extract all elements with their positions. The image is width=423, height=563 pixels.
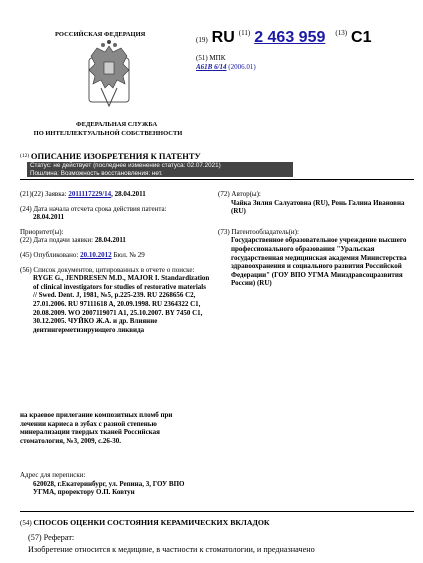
application-date: , 28.04.2011 <box>111 190 146 198</box>
filing-label: (22) Дата подачи заявки: <box>20 236 94 245</box>
holder-label: (73) Патентообладатель(и): <box>218 227 299 236</box>
address-label: Адрес для переписки: <box>20 471 86 479</box>
holder-text: Государственное образовательное учреждение высшего профессионального образования "Уральская государственная медицинская академия Министерства здравоохранения и социального развития Российской Федерации" (ГОУ ВПО УГМА Минздравсоцразвития России) (RU) <box>231 236 407 288</box>
application-label: (21)(22) Заявка: <box>20 190 67 198</box>
priority-label: Приоритет(ы): <box>20 227 64 236</box>
published-label: (45) Опубликовано: <box>20 250 79 259</box>
authors-label: (72) Автор(ы): <box>218 190 261 198</box>
code-11: (11) <box>238 29 251 37</box>
citations-continued: на краевое прилегание композитных пломб при лечении кариеса в зубах с разной степенью минерализации твердых тканей Российская стоматология, №3, 2009, с.26-30. <box>20 411 173 445</box>
bulletin: Бюл. № 29 <box>113 250 145 259</box>
status-line-2: Пошлина: Возможность восстановления: нет. <box>30 169 163 177</box>
left-column <box>20 190 210 334</box>
divider-top <box>20 179 414 180</box>
address-block <box>20 471 198 497</box>
published-date-link[interactable]: 20.10.2012 <box>80 250 112 259</box>
right-column <box>218 190 410 288</box>
citations-text: RYGE G., JENDRESEN M.D., MAJOR I. Standardization of clinical investigators for studies of restorative materials // Swed. Dent. J, 1981, №5, p.225-239. RU 2268656 C2, 27.01.2006. RU 97111618 A, 20.09.1998. RU 2364322 C1, 20.08.2009. WO 2007119071 A1, 25.10.2007. BY 7450 C1, 30.12.2005. ЧУЙКО Ж.А. и др. Влияние дентингерметизирующего ликвида <box>33 274 210 334</box>
title-line <box>20 152 201 162</box>
application-number-link[interactable]: 2011117229/14 <box>68 190 112 198</box>
country-code: RU <box>211 29 235 46</box>
start-date-label: (24) Дата начала отсчета срока действия патента: <box>20 204 167 213</box>
agency-line-1: ФЕДЕРАЛЬНАЯ СЛУЖБА <box>76 121 158 128</box>
application-field <box>20 190 210 199</box>
ipc-line <box>196 63 256 72</box>
citations-label: (56) Список документов, цитированных в отчете о поиске: <box>20 265 195 274</box>
document-title: ОПИСАНИЕ ИЗОБРЕТЕНИЯ К ПАТЕНТУ <box>30 151 201 161</box>
status-line-1: Статус: не действует (последнее изменение статуса: 02.07.2021) <box>30 162 221 169</box>
code-12: (12) <box>20 153 30 159</box>
filing-date: 28.04.2011 <box>94 236 126 245</box>
ipc-version: (2006.01) <box>228 63 256 71</box>
invention-title: СПОСОБ ОЦЕНКИ СОСТОЯНИЯ КЕРАМИЧЕСКИХ ВКЛАДОК <box>33 518 270 527</box>
ipc-label: (51) МПК <box>196 54 226 62</box>
patent-number-line <box>196 29 372 47</box>
russian-coat-of-arms-emblem <box>83 40 135 114</box>
kind-code: C1 <box>351 29 372 46</box>
code-13: (13) <box>335 29 348 37</box>
code-54: (54) <box>20 519 32 527</box>
authors-text: Чайка Зилия Салуатовна (RU), Ронь Галина Ивановна (RU) <box>231 198 405 216</box>
divider-bottom <box>20 511 414 512</box>
patent-number-link[interactable]: 2 463 959 <box>254 29 326 46</box>
abstract-text: Изобретение относится к медицине, в частности к стоматологии, и предназначено <box>28 545 315 554</box>
ipc-class-link[interactable]: A61B 6/14 <box>196 63 227 71</box>
address-text: 620028, г.Екатеринбург, ул. Репина, 3, ГОУ ВПО УГМА, проректору О.П. Ковтун <box>33 479 185 497</box>
country-name: РОССИЙСКАЯ ФЕДЕРАЦИЯ <box>55 31 146 38</box>
invention-title-line <box>20 519 270 528</box>
code-19: (19) <box>196 36 208 44</box>
agency-line-2: ПО ИНТЕЛЛЕКТУАЛЬНОЙ СОБСТВЕННОСТИ <box>33 130 183 137</box>
filing-field <box>20 236 210 245</box>
start-date: 28.04.2011 <box>33 213 65 222</box>
published-field <box>20 251 210 260</box>
status-box <box>27 162 293 177</box>
abstract-label: (57) Реферат: <box>28 533 75 542</box>
